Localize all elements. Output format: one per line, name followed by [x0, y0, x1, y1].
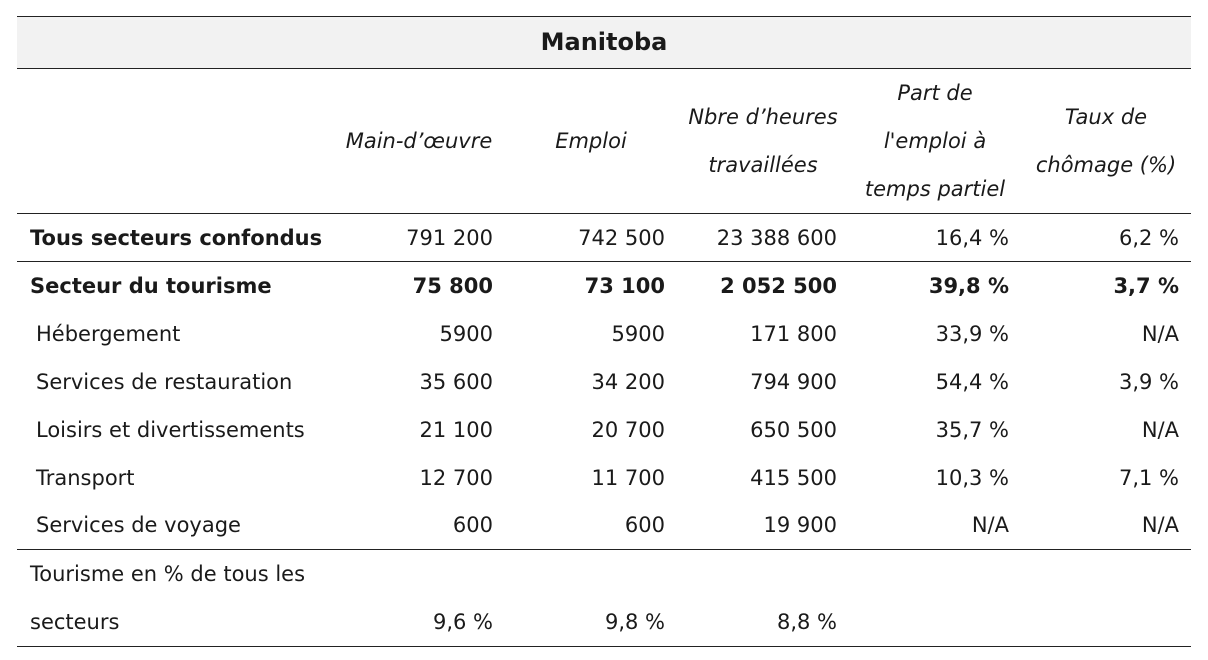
data-table-container	[17, 16, 1191, 647]
cell-part-time-share: 10,3 %	[935, 465, 1009, 490]
row-label: Tourisme en % de tous les secteurs	[30, 562, 306, 634]
table-row-tourism-share	[17, 550, 1191, 647]
employment-table	[17, 69, 1191, 647]
cell-employment: 600	[624, 513, 665, 538]
cell-unemployment-rate: N/A	[1141, 321, 1179, 346]
cell-employment: 73 100	[584, 273, 665, 298]
table-row	[17, 358, 1191, 406]
cell-hours-worked: 2 052 500	[720, 273, 837, 298]
cell-unemployment-rate: N/A	[1141, 417, 1179, 442]
cell-unemployment-rate	[1021, 550, 1191, 647]
cell-labour-force: 600	[452, 513, 493, 538]
cell-labour-force: 12 700	[419, 465, 493, 490]
cell-hours-worked: 415 500	[750, 465, 837, 490]
cell-employment: 742 500	[578, 225, 665, 250]
cell-labour-force: 791 200	[406, 225, 493, 250]
cell-labour-force: 9,6 %	[432, 610, 493, 634]
table-row	[17, 454, 1191, 502]
cell-part-time-share: 39,8 %	[928, 273, 1009, 298]
cell-hours-worked: 8,8 %	[776, 610, 837, 634]
cell-unemployment-rate: 7,1 %	[1118, 465, 1179, 490]
cell-hours-worked: 794 900	[750, 369, 837, 394]
cell-employment: 5900	[611, 321, 665, 346]
row-label: Services de voyage	[36, 513, 241, 538]
cell-part-time-share: 16,4 %	[935, 225, 1009, 250]
table-title: Manitoba	[17, 16, 1191, 69]
row-label: Secteur du tourisme	[30, 273, 272, 298]
row-label: Hébergement	[36, 321, 181, 346]
table-row-tourism-sector	[17, 262, 1191, 310]
cell-part-time-share: 33,9 %	[935, 321, 1009, 346]
cell-unemployment-rate: 3,9 %	[1118, 369, 1179, 394]
cell-hours-worked: 23 388 600	[716, 225, 837, 250]
cell-labour-force: 75 800	[412, 273, 493, 298]
header-row	[17, 69, 1191, 214]
cell-employment: 20 700	[591, 417, 665, 442]
header-hours-worked: Nbre d’heures travaillées	[688, 105, 838, 177]
cell-part-time-share: 54,4 %	[935, 369, 1009, 394]
table-row	[17, 406, 1191, 454]
header-labour-force: Main-d’œuvre	[345, 129, 493, 153]
table-row	[17, 310, 1191, 358]
row-label: Transport	[36, 465, 135, 490]
cell-part-time-share: N/A	[971, 513, 1009, 538]
cell-unemployment-rate: 6,2 %	[1118, 225, 1179, 250]
cell-unemployment-rate: N/A	[1141, 513, 1179, 538]
cell-labour-force: 21 100	[419, 417, 493, 442]
cell-hours-worked: 650 500	[750, 417, 837, 442]
row-label: Tous secteurs confondus	[30, 225, 323, 250]
header-empty	[17, 69, 333, 214]
cell-hours-worked: 19 900	[763, 513, 837, 538]
table-row-all-sectors	[17, 214, 1191, 262]
header-unemployment-rate: Taux de chômage (%)	[1035, 105, 1177, 177]
cell-hours-worked: 171 800	[750, 321, 837, 346]
table-row	[17, 502, 1191, 550]
cell-employment: 9,8 %	[604, 610, 665, 634]
header-part-time-share: Part de l'emploi à temps partiel	[864, 81, 1006, 201]
cell-unemployment-rate: 3,7 %	[1113, 273, 1179, 298]
cell-labour-force: 35 600	[419, 369, 493, 394]
cell-labour-force: 5900	[439, 321, 493, 346]
cell-employment: 11 700	[591, 465, 665, 490]
cell-part-time-share: 35,7 %	[935, 417, 1009, 442]
cell-employment: 34 200	[591, 369, 665, 394]
row-label: Loisirs et divertissements	[36, 417, 305, 442]
row-label: Services de restauration	[36, 369, 293, 394]
header-employment: Emploi	[555, 129, 627, 153]
cell-part-time-share	[849, 550, 1021, 647]
